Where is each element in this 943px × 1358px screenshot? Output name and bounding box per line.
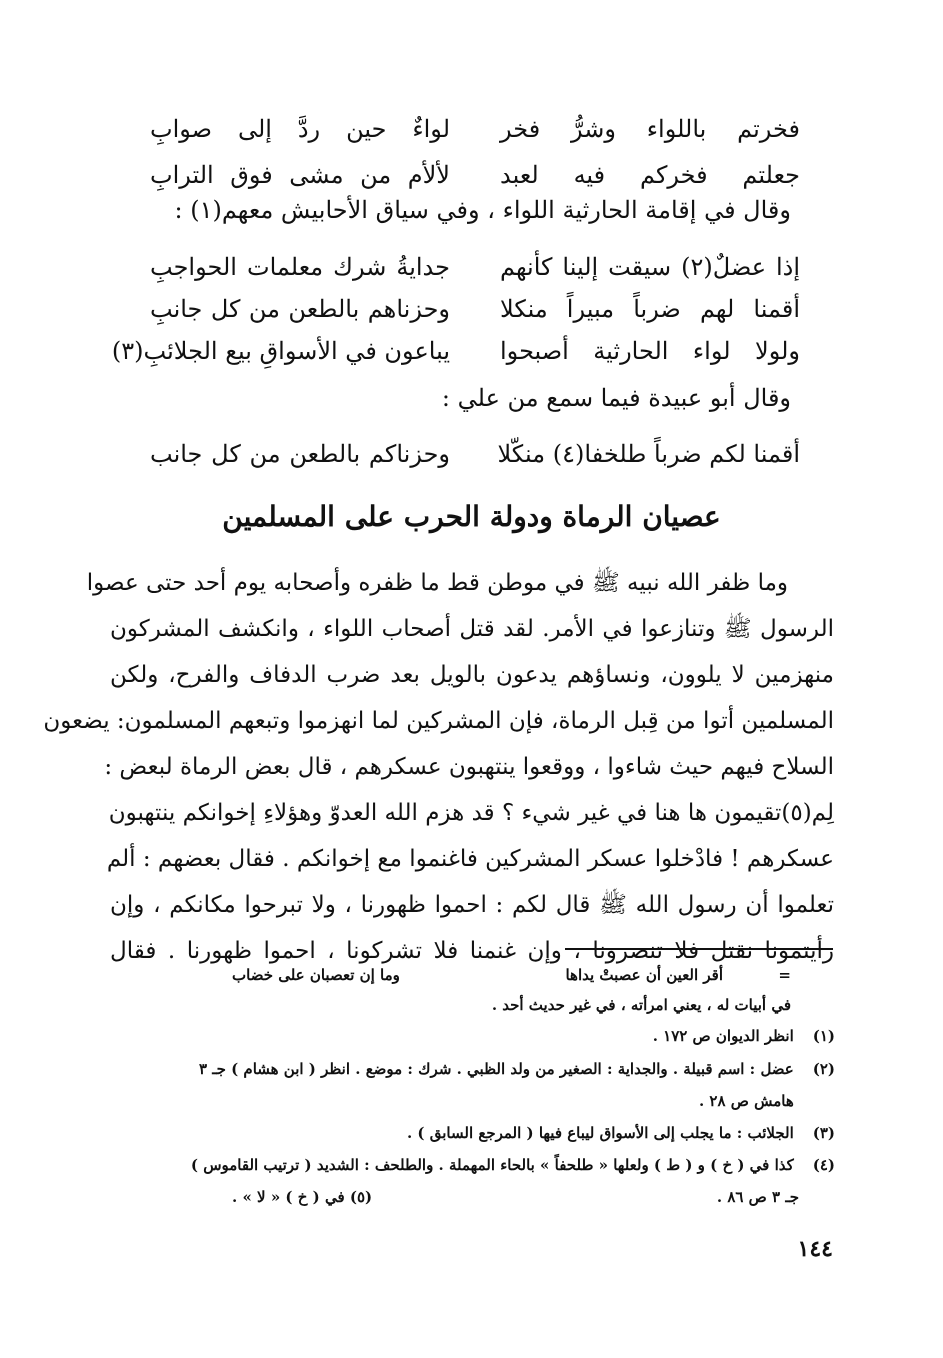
verse-row	[111, 330, 800, 372]
verse-second-hemistich: وحزناهم بالطعن من كل جانبِ	[150, 295, 450, 323]
verse-first-hemistich: أقمنا لهم ضرباً مبيراً منكلا	[500, 295, 800, 323]
footnote-number: (٤)	[812, 1156, 835, 1174]
prose-line: المسلمين أتوا من قِبل الرماة، فإن المشركين لما انهزموا وتبعهم المسلمون: يضعون	[43, 708, 834, 734]
verse-first-hemistich: جعلتم فخركم فيه لعبد	[500, 161, 800, 189]
footnote-number: (٢)	[812, 1060, 835, 1078]
footnote-text: هامش ص ٢٨ .	[698, 1092, 794, 1110]
verse-second-hemistich: وحزناكم بالطعن من كل جانب	[150, 440, 450, 468]
footnote-number: (١)	[812, 1027, 835, 1045]
verse-first-hemistich: إذا عضلٌ(٢) سيقت إلينا كأنهم	[500, 253, 800, 281]
verse-row	[150, 246, 800, 288]
footnote-text: الجلائب : ما يجلب إلى الأسواق ليباع فيها ( المرجع السابق ) .	[406, 1124, 794, 1142]
poem-verses-1	[150, 106, 800, 198]
verse-first-hemistich: أقمنا لكم ضرباً طلخفا(٤) منكّلا	[497, 440, 800, 468]
footnote-2-continued	[699, 1092, 835, 1110]
verse-row	[150, 288, 800, 330]
intro-line-2: وقال أبو عبيدة فيما سمع من علي :	[441, 384, 791, 412]
footnote-4	[191, 1156, 835, 1174]
footnote-number: (٣)	[812, 1124, 835, 1142]
prose-line: عسكرهم ! فادْخلوا عسكر المشركين فاغنموا مع إخوانكم . فقال بعضهم : ألم	[106, 846, 834, 872]
footnote-4-continued: جـ ٣ ص ٨٦ .	[716, 1188, 799, 1206]
footnote-verse-second: وما إن تعصبان على خضاب	[232, 966, 400, 984]
prose-line: منهزمين لا يلوون، ونساؤهم يدعون بالويل بعد ضرب الدفاف والفرح، ولكن	[110, 662, 834, 688]
footnote-text: انظر الديوان ص ١٧٢ .	[652, 1027, 794, 1045]
prose-line: الرسول ﷺ وتنازعوا في الأمر. لقد قتل أصحاب اللواء ، وانكشف المشركون	[110, 616, 834, 642]
footnote-verse-first: أقر العين أن عصبتْ يداها	[565, 966, 723, 984]
footnote-3	[407, 1124, 835, 1142]
prose-line: رأيتمونا نقتل فلا تنصرونا ، وإن غنمنا فلا تشركونا ، احموا ظهورنا . فقال	[110, 938, 834, 964]
prose-line: السلاح فيهم حيث شاءوا ، ووقعوا ينتهبون عسكرهم ، قال بعض الرماة لبعض :	[104, 754, 834, 780]
footnote-continuation-note: في أبيات له ، يعني امرأته ، في غير حديث أحد .	[491, 996, 791, 1014]
verse-second-hemistich: يباعون في الأسواقِ بيع الجلائبِ(٣)	[111, 337, 450, 365]
footnote-5: (٥) في ( خ ) « لا » .	[232, 1188, 373, 1206]
prose-line: تعلموا أن رسول الله ﷺ قال لكم : احموا ظهورنا ، ولا تبرحوا مكانكم ، وإن	[110, 892, 834, 918]
poem-verses-3	[150, 432, 800, 476]
verse-second-hemistich: جدايةُ شرك معلمات الحواجبِ	[150, 253, 450, 281]
verse-row	[150, 106, 800, 152]
verse-first-hemistich: فخرتم باللواء وشرُّ فخر	[500, 115, 800, 143]
poem-verses-2	[111, 246, 800, 372]
footnote-divider	[565, 948, 833, 950]
verse-row	[150, 152, 800, 198]
intro-line-1: وقال في إقامة الحارثية اللواء ، وفي سياق الأحابيش معهم(١) :	[174, 196, 791, 224]
verse-second-hemistich: لواءٌ حين ردَّ إلى صوابِ	[150, 115, 450, 143]
verse-second-hemistich: لألأم من مشى فوق الترابِ	[150, 161, 450, 189]
verse-row	[150, 432, 800, 476]
footnote-1	[653, 1027, 835, 1045]
prose-line: لِم(٥)تقيمون ها هنا في غير شيء ؟ قد هزم الله العدوّ وهؤلاءِ إخوانكم ينتهبون	[108, 800, 834, 826]
footnote-text: عضل : اسم قبيلة . والجداية : الصغير من ولد الظبي . شرك : موضع . انظر ( ابن هشام ) جـ ٣	[198, 1060, 794, 1078]
prose-paragraph	[43, 560, 834, 974]
footnote-2	[199, 1060, 835, 1078]
section-heading: عصيان الرماة ودولة الحرب على المسلمين	[222, 500, 721, 533]
prose-line: وما ظفر الله نبيه ﷺ في موطن قط ما ظفره وأصحابه يوم أحد حتى عصوا	[86, 570, 788, 596]
footnote-continuation-mark: =	[778, 966, 791, 984]
verse-first-hemistich: ولولا لواء الحارثية أصبحوا	[500, 337, 800, 365]
footnote-text: كذا في ( خ ) و ( ط ) ولعلها « طلحفاً » بالحاء المهملة . والطلحف : الشديد ( ترتيب القاموس )	[190, 1156, 794, 1174]
page-number: ١٤٤	[797, 1236, 833, 1262]
